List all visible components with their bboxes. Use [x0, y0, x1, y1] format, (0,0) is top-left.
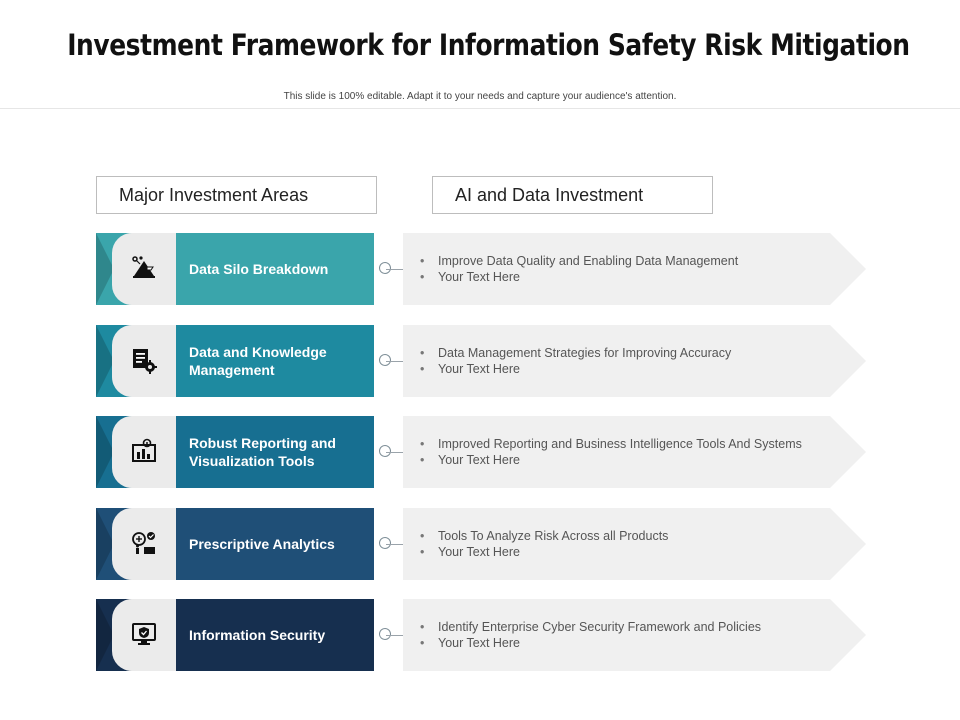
detail-bullet: • Your Text Here — [420, 544, 860, 560]
investment-area-label: Prescriptive Analytics — [189, 535, 335, 552]
slide-subtitle: This slide is 100% editable. Adapt it to your needs and capture your audience's attention. — [283, 91, 677, 102]
icon-card — [112, 233, 176, 305]
detail-bullet: • Data Management Strategies for Improving Accuracy — [420, 345, 860, 361]
detail-bullet: • Your Text Here — [420, 635, 860, 651]
investment-area-label: Robust Reporting and Visualization Tools — [189, 435, 336, 469]
framework-row — [96, 325, 866, 397]
investment-area-panel — [96, 233, 374, 305]
framework-row — [96, 508, 866, 580]
header-major-investment-areas: Major Investment Areas — [96, 176, 377, 214]
icon-card — [112, 508, 176, 580]
title-divider — [0, 108, 960, 109]
investment-detail-list — [420, 325, 860, 397]
connector-line — [386, 452, 404, 453]
detail-bullet: • Identify Enterprise Cyber Security Framework and Policies — [420, 619, 860, 635]
investment-area-label: Data Silo Breakdown — [189, 261, 329, 277]
detail-bullet: • Improved Reporting and Business Intelligence Tools And Systems — [420, 436, 860, 452]
detail-bullet: • Improve Data Quality and Enabling Data Management — [420, 253, 860, 269]
connector-line — [386, 361, 404, 362]
investment-area-panel — [96, 325, 374, 397]
connector-dot — [379, 262, 391, 274]
connector-dot — [379, 354, 391, 366]
framework-row — [96, 416, 866, 488]
framework-row — [96, 599, 866, 671]
investment-area-panel — [96, 508, 374, 580]
investment-area-label: Data and Knowledge Management — [189, 343, 327, 378]
investment-area-panel — [96, 416, 374, 488]
connector-dot — [379, 445, 391, 457]
investment-detail-list — [420, 233, 860, 305]
detail-bullet: • Tools To Analyze Risk Across all Products — [420, 528, 860, 544]
header-ai-data-investment: AI and Data Investment — [432, 176, 713, 214]
investment-area-label: Information Security — [189, 627, 326, 643]
framework-row — [96, 233, 866, 305]
connector-dot — [379, 628, 391, 640]
slide-title: Investment Framework for Information Safety Risk Mitigation — [67, 28, 910, 62]
connector-line — [386, 635, 404, 636]
connector-dot — [379, 537, 391, 549]
investment-area-panel — [96, 599, 374, 671]
detail-bullet: • Your Text Here — [420, 269, 860, 285]
investment-detail-list — [420, 508, 860, 580]
detail-bullet: • Your Text Here — [420, 452, 860, 468]
icon-card — [112, 599, 176, 671]
icon-card — [112, 416, 176, 488]
investment-detail-list — [420, 599, 860, 671]
detail-bullet: • Your Text Here — [420, 361, 860, 377]
connector-line — [386, 269, 404, 270]
connector-line — [386, 544, 404, 545]
icon-card — [112, 325, 176, 397]
investment-detail-list — [420, 416, 860, 488]
